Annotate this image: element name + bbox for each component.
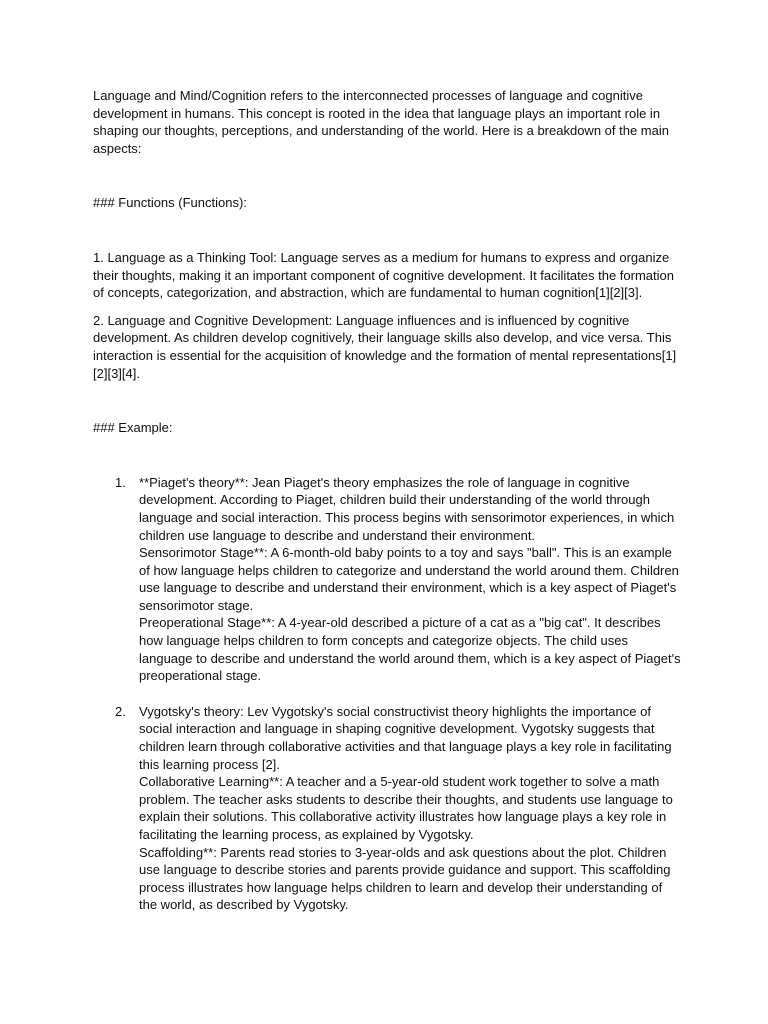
- examples-list: [93, 474, 683, 914]
- sensorimotor-stage-text: Sensorimotor Stage**: A 6-month-old baby points to a toy and says "ball". This is an example of how language helps children to categorize and understand the world around them. Children use language to describe and understand their environment, which is a key aspect of Piaget's sensorimotor stage.: [139, 545, 679, 613]
- piaget-theory-text: **Piaget's theory**: Jean Piaget's theory emphasizes the role of language in cognitive development. According to Piaget, children build their understanding of the world through language and social interaction. This process begins with sensorimotor experiences, in which children use language to describe and understand their environment.: [139, 474, 675, 543]
- function-item-1: 1. Language as a Thinking Tool: Language serves as a medium for humans to express and organize their thoughts, making it an important component of cognitive development. It facilitates the formation of concepts, categorization, and abstraction, which are fundamental to human cognition[1][2][3].: [93, 249, 674, 301]
- document-page: [93, 87, 683, 932]
- intro-paragraph: Language and Mind/Cognition refers to the interconnected processes of language and cognitive development in humans. This concept is rooted in the idea that language plays an important role in shaping our thoughts, perceptions, and understanding of the world. Here is a breakdown of the main aspects:: [93, 88, 669, 156]
- example-item-2: [93, 703, 683, 914]
- example-heading: ### Example:: [93, 420, 173, 436]
- preoperational-stage-text: Preoperational Stage**: A 4-year-old described a picture of a cat as a "big cat". It describes how language helps children to form concepts and categorize objects. The child uses language to describe and understand the world around them, which is a key aspect of Piaget's preoperational stage.: [139, 615, 681, 684]
- scaffolding-text: Scaffolding**: Parents read stories to 3-year-olds and ask questions about the plot. Children use language to describe stories and parents provide guidance and support. This scaffolding process illustrates how language helps children to learn and develop their understanding of the world, as described by Vygotsky.: [139, 844, 671, 913]
- functions-heading: ### Functions (Functions):: [93, 195, 247, 211]
- function-item-2: 2. Language and Cognitive Development: Language influences and is influenced by cognitive development. As children develop cognitively, their language skills also develop, and vice versa. This interaction is essential for the acquisition of knowledge and the formation of mental representations[1][2][3][4].: [93, 312, 677, 381]
- vygotsky-theory-text: Vygotsky's theory: Lev Vygotsky's social constructivist theory highlights the importance of social interaction and language in shaping cognitive development. Vygotsky suggests that children learn through collaborative activities and that language plays a key role in facilitating this learning process [2].: [139, 703, 672, 772]
- collaborative-learning-text: Collaborative Learning**: A teacher and a 5-year-old student work together to solve a math problem. The teacher asks students to describe their thoughts, and students use language to explain their solutions. This collaborative activity illustrates how language plays a key role in facilitating the learning process, as explained by Vygotsky.: [139, 774, 673, 842]
- list-number: 1.: [115, 474, 126, 490]
- example-item-1: [93, 474, 683, 685]
- list-number: 2.: [115, 703, 126, 719]
